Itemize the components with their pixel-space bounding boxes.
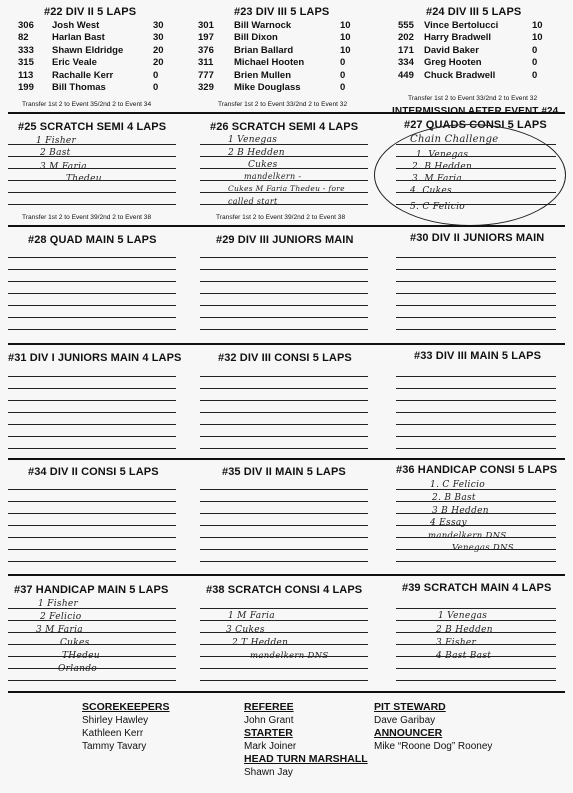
skater-points: 0 [153,81,159,93]
skater-number: 311 [198,57,214,69]
event-39-result-3: 3 Fisher [436,638,477,648]
skater-name: Greg Hooten [424,57,482,69]
skater-name: Bill Dixon [234,32,278,44]
announcer-name: Mike “Roone Dog” Rooney [374,741,493,752]
event-23-title: #23 DIV III 5 LAPS [234,6,330,18]
event-32-title: #32 DIV III CONSI 5 LAPS [218,352,352,364]
event-25-title: #25 SCRATCH SEMI 4 LAPS [18,121,167,133]
event-29-title: #29 DIV III JUNIORS MAIN [216,234,354,246]
skater-number: 333 [18,44,34,56]
scorekeepers-block [82,701,170,753]
event-27-result-2: 1. Venegas [416,150,469,160]
event-36-result-6: Venegas DNS [452,543,514,553]
event-30-title: #30 DIV II JUNIORS MAIN [410,232,545,244]
skater-points: 10 [532,20,543,31]
event-36-result-4: 4 Essay [430,518,467,528]
event-36-title: #36 HANDICAP CONSI 5 LAPS [396,464,558,476]
skater-points: 30 [153,32,164,44]
event-29-lines [200,246,368,330]
event-24-transfer: Transfer 1st 2 to Event 33/2nd 2 to Event 32 [408,95,538,102]
roster-row [18,32,178,44]
skater-name: Chuck Bradwell [424,69,496,81]
event-37-result-1: 1 Fisher [38,599,79,609]
announcer-label: ANNOUNCER [374,727,443,739]
skater-points: 10 [340,44,351,56]
skater-name: Mike Douglass [234,81,301,93]
event-36-result-1: 1. C Felicio [430,480,485,490]
event-35-title: #35 DIV II MAIN 5 LAPS [222,466,346,478]
event-39-result-4: 4 Bast Bast [436,651,492,661]
event-36-result-5: mandelkern DNS [428,531,507,541]
skater-number: 171 [398,44,414,56]
skater-name: Brian Ballard [234,44,294,56]
skater-points: 0 [153,69,159,81]
event-39-title: #39 SCRATCH MAIN 4 LAPS [402,582,552,594]
event-22-roster [18,20,178,94]
skater-number: 329 [198,81,214,93]
roster-row [18,57,178,69]
skater-points: 20 [153,57,164,69]
divider [8,574,565,576]
skater-name: Josh West [52,20,100,31]
roster-row [18,45,178,57]
event-23-roster [198,20,358,94]
divider [8,225,565,227]
skater-number: 334 [398,57,414,69]
skater-name: Eric Veale [52,57,97,69]
head-turn-marshall-name: Shawn Jay [244,767,293,778]
skater-points: 30 [153,20,164,31]
event-32-lines [200,365,368,449]
event-38-result-3: 2 T Hedden [232,638,289,648]
event-26-result-2: 2 B Hedden [228,148,285,158]
event-36-result-3: 3 B Hedden [432,506,489,516]
skater-points: 0 [340,57,346,69]
roster-row [398,32,558,44]
roster-row [398,20,558,32]
skater-points: 0 [340,69,346,81]
skater-name: Bill Warnock [234,20,292,31]
skater-number: 376 [198,44,214,56]
skater-name: Harry Bradwell [424,32,492,44]
event-38-title: #38 SCRATCH CONSI 4 LAPS [206,584,363,596]
event-37-result-2: 2 Felicio [40,612,82,622]
roster-row [398,45,558,57]
event-28-title: #28 QUAD MAIN 5 LAPS [28,234,157,246]
event-27-result-6: 5. C Felicio [410,202,465,212]
event-33-title: #33 DIV III MAIN 5 LAPS [414,350,542,362]
skater-number: 449 [398,69,414,81]
event-39-result-1: 1 Venegas [438,611,488,621]
event-27-title: #27 QUADS CONSI 5 LAPS [404,119,547,131]
skater-name: Rachalle Kerr [52,69,114,81]
officials-block [244,701,368,779]
skater-name: Michael Hooten [234,57,305,69]
skater-name: David Baker [424,44,479,56]
event-26-result-6: called start [228,197,278,206]
event-26-result-4: mandelkern - [244,172,302,181]
roster-row [198,70,358,82]
skater-number: 82 [18,32,29,44]
starter-label: STARTER [244,727,293,739]
event-22-transfer: Transfer 1st 2 to Event 35/2nd 2 to Event 34 [22,101,152,108]
divider [8,343,565,345]
event-37-title: #37 HANDICAP MAIN 5 LAPS [14,584,169,596]
referee-name: John Grant [244,715,294,726]
event-38-result-2: 3 Cukes [226,625,265,635]
head-turn-marshall-label: HEAD TURN MARSHALL [244,753,368,765]
divider [8,458,565,460]
scorekeeper-name: Kathleen Kerr [82,728,144,739]
event-25-result-3: 3 M Faria [40,162,87,172]
event-25-result-1: 1 Fisher [36,136,77,146]
skater-number: 202 [398,32,414,44]
skater-name: Shawn Eldridge [52,44,124,56]
roster-row [18,20,178,32]
roster-row [198,82,358,94]
skater-number: 301 [198,20,214,31]
event-26-transfer: Transfer 1st 2 to Event 39/2nd 2 to Event 38 [216,214,346,221]
skater-points: 10 [532,32,543,44]
event-25-lines [8,133,176,205]
skater-number: 555 [398,20,414,31]
roster-row [198,32,358,44]
event-31-title: #31 DIV I JUNIORS MAIN 4 LAPS [8,352,182,364]
event-25-result-2: 2 Bast [40,148,71,158]
skater-number: 777 [198,69,214,81]
roster-row [18,82,178,94]
roster-row [398,70,558,82]
event-27-result-4: 3. M Faria [412,174,463,184]
skater-points: 10 [340,20,351,31]
skater-number: 306 [18,20,34,31]
event-36-result-2: 2. B Bast [432,493,476,503]
divider [8,691,565,693]
event-31-lines [8,365,176,449]
pit-steward-name: Dave Garibay [374,715,436,726]
event-37-result-3: 3 M Faria [36,625,83,635]
skater-name: Harlan Bast [52,32,105,44]
event-38-result-4: mandelkern DNS [250,651,329,661]
skater-number: 199 [18,81,34,93]
skater-points: 10 [340,32,351,44]
event-26-lines [200,133,368,205]
pit-steward-label: PIT STEWARD [374,701,446,713]
roster-row [398,57,558,69]
divider [8,112,565,114]
roster-row [198,20,358,32]
event-26-result-3: Cukes [248,160,278,170]
event-25-result-4: Thedeu [66,174,102,184]
event-33-lines [396,365,556,449]
event-38-result-1: 1 M Faria [228,611,275,621]
skater-number: 315 [18,57,34,69]
skater-number: 197 [198,32,214,44]
event-34-title: #34 DIV II CONSI 5 LAPS [28,466,159,478]
roster-row [198,57,358,69]
pit-announcer-block [374,701,492,753]
event-24-title: #24 DIV III 5 LAPS [426,6,522,18]
event-24-roster [398,20,558,82]
event-27-result-1: Chain Challenge [410,134,499,145]
scorekeeper-name: Shirley Hawley [82,715,149,726]
event-26-result-5: Cukes M Faria Thedeu - fore [228,184,345,193]
event-27-result-5: 4. Cukes [410,186,452,196]
skater-points: 20 [153,44,164,56]
event-39-result-2: 2 B Hedden [436,625,493,635]
event-22-title: #22 DIV II 5 LAPS [44,6,137,18]
event-27-result-3: 2. B Hedden [412,162,473,172]
event-37-result-6: Orlando [58,664,98,674]
scorekeepers-label: SCOREKEEPERS [82,701,170,713]
skater-name: Vince Bertolucci [424,20,499,31]
skater-points: 0 [532,44,538,56]
skater-points: 0 [532,69,538,81]
roster-row [198,45,358,57]
scorekeeper-name: Tammy Tavary [82,741,147,752]
event-26-title: #26 SCRATCH SEMI 4 LAPS [210,121,359,133]
referee-label: REFEREE [244,701,294,713]
skater-name: Brien Mullen [234,69,292,81]
event-26-result-1: 1 Venegas [228,135,278,145]
skater-points: 0 [532,57,538,69]
skater-points: 0 [340,81,346,93]
event-25-transfer: Transfer 1st 2 to Event 39/2nd 2 to Event 38 [22,214,152,221]
starter-name: Mark Joiner [244,741,297,752]
skater-number: 113 [18,69,34,81]
roster-row [18,70,178,82]
event-23-transfer: Transfer 1st 2 to Event 33/2nd 2 to Event 32 [218,101,348,108]
event-37-result-5: THedeu [62,651,100,661]
event-35-lines [200,478,368,562]
event-30-lines [396,246,556,330]
skater-name: Bill Thomas [52,81,106,93]
event-28-lines [8,246,176,330]
event-34-lines [8,478,176,562]
event-37-result-4: Cukes [60,638,90,648]
